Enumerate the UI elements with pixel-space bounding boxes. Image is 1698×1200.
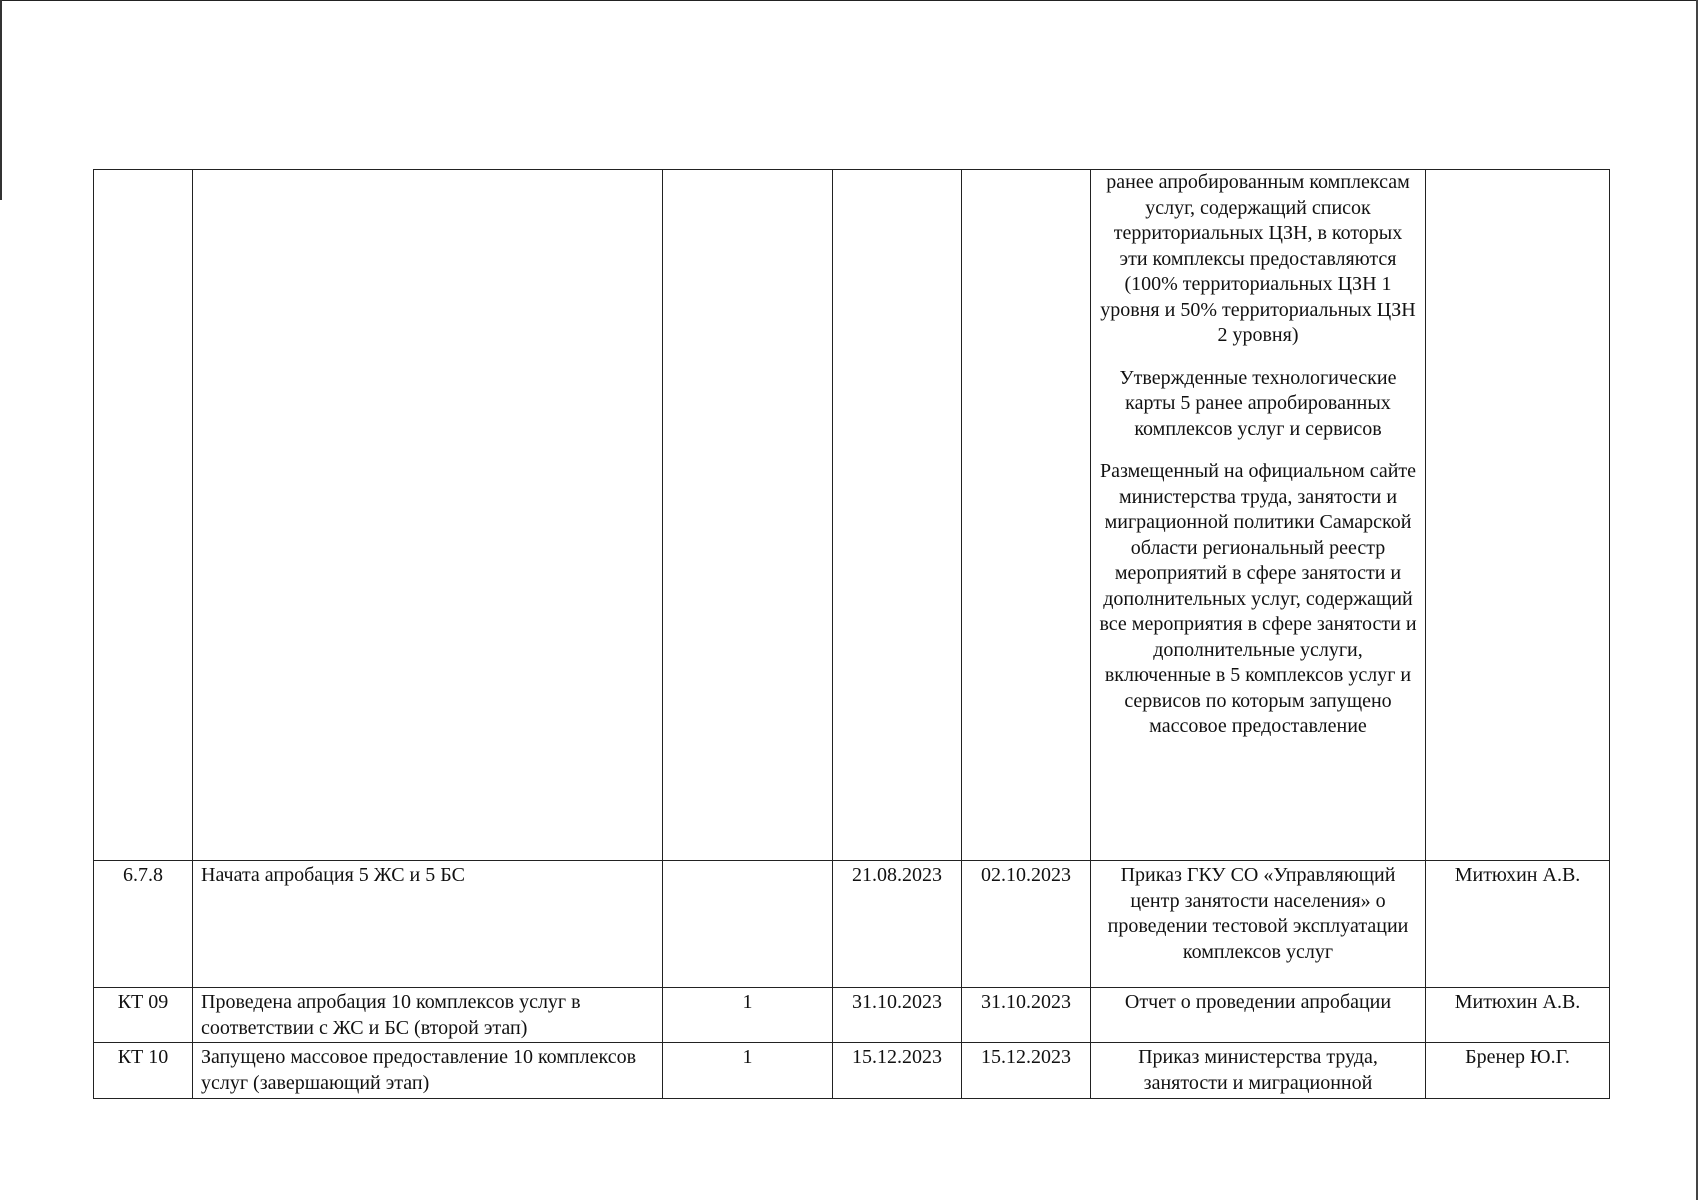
cell-start-date: 21.08.2023: [833, 861, 962, 988]
cell-number: КТ 09: [94, 988, 193, 1043]
document-paragraph: Размещенный на официальном сайте министерства труда, занятости и миграционной политики Самарской области региональный реестр мероприятий в сфере занятости и дополнительных услуг, содержащий все мероприятия в сфере занятости и дополнительные услуги, включенные в 5 комплексов услуг и сервисов по которым запущено массовое предоставление: [1099, 460, 1417, 737]
plan-table: [93, 169, 1610, 1099]
cell-result-document: Приказ ГКУ СО «Управляющий центр занятости населения» о проведении тестовой эксплуатации комплексов услуг: [1091, 861, 1426, 988]
cell-quantity: 1: [663, 988, 833, 1043]
cell-start-date: 15.12.2023: [833, 1043, 962, 1099]
cell-number: КТ 10: [94, 1043, 193, 1099]
document-paragraph: Утвержденные технологические карты 5 ранее апробированных комплексов услуг и сервисов: [1119, 366, 1397, 440]
cell-end-date: 31.10.2023: [962, 988, 1091, 1043]
table-row-continuation: [94, 170, 1610, 861]
cell-result-document: Отчет о проведении апробации: [1091, 988, 1426, 1043]
cell-description: Проведена апробация 10 комплексов услуг в соответствии с ЖС и БС (второй этап): [193, 988, 663, 1043]
cell-start-date: [833, 170, 962, 861]
scan-top-edge: [0, 0, 1698, 1]
cell-responsible: Митюхин А.В.: [1426, 988, 1610, 1043]
table-row-kt09: [94, 988, 1610, 1043]
cell-end-date: 02.10.2023: [962, 861, 1091, 988]
cell-quantity: 1: [663, 1043, 833, 1099]
cell-description: Начата апробация 5 ЖС и 5 БС: [193, 861, 663, 988]
cell-description: [193, 170, 663, 861]
cell-result-document: Приказ министерства труда, занятости и миграционной: [1091, 1043, 1426, 1099]
table-row-6-7-8: [94, 861, 1610, 988]
cell-responsible: Бренер Ю.Г.: [1426, 1043, 1610, 1099]
cell-responsible: Митюхин А.В.: [1426, 861, 1610, 988]
cell-number: [94, 170, 193, 861]
table-row-kt10: [94, 1043, 1610, 1099]
scan-left-edge: [0, 0, 2, 200]
cell-result-document: [1091, 170, 1426, 861]
cell-description: Запущено массовое предоставление 10 комплексов услуг (завершающий этап): [193, 1043, 663, 1099]
cell-start-date: 31.10.2023: [833, 988, 962, 1043]
cell-end-date: 15.12.2023: [962, 1043, 1091, 1099]
cell-number: 6.7.8: [94, 861, 193, 988]
cell-quantity: [663, 170, 833, 861]
cell-quantity: [663, 861, 833, 988]
cell-responsible: [1426, 170, 1610, 861]
cell-end-date: [962, 170, 1091, 861]
document-paragraph: ранее апробированным комплексам услуг, содержащий список территориальных ЦЗН, в которых эти комплексы предоставляются (100% территориальных ЦЗН 1 уровня и 50% территориальных ЦЗН 2 уровня): [1100, 171, 1416, 346]
